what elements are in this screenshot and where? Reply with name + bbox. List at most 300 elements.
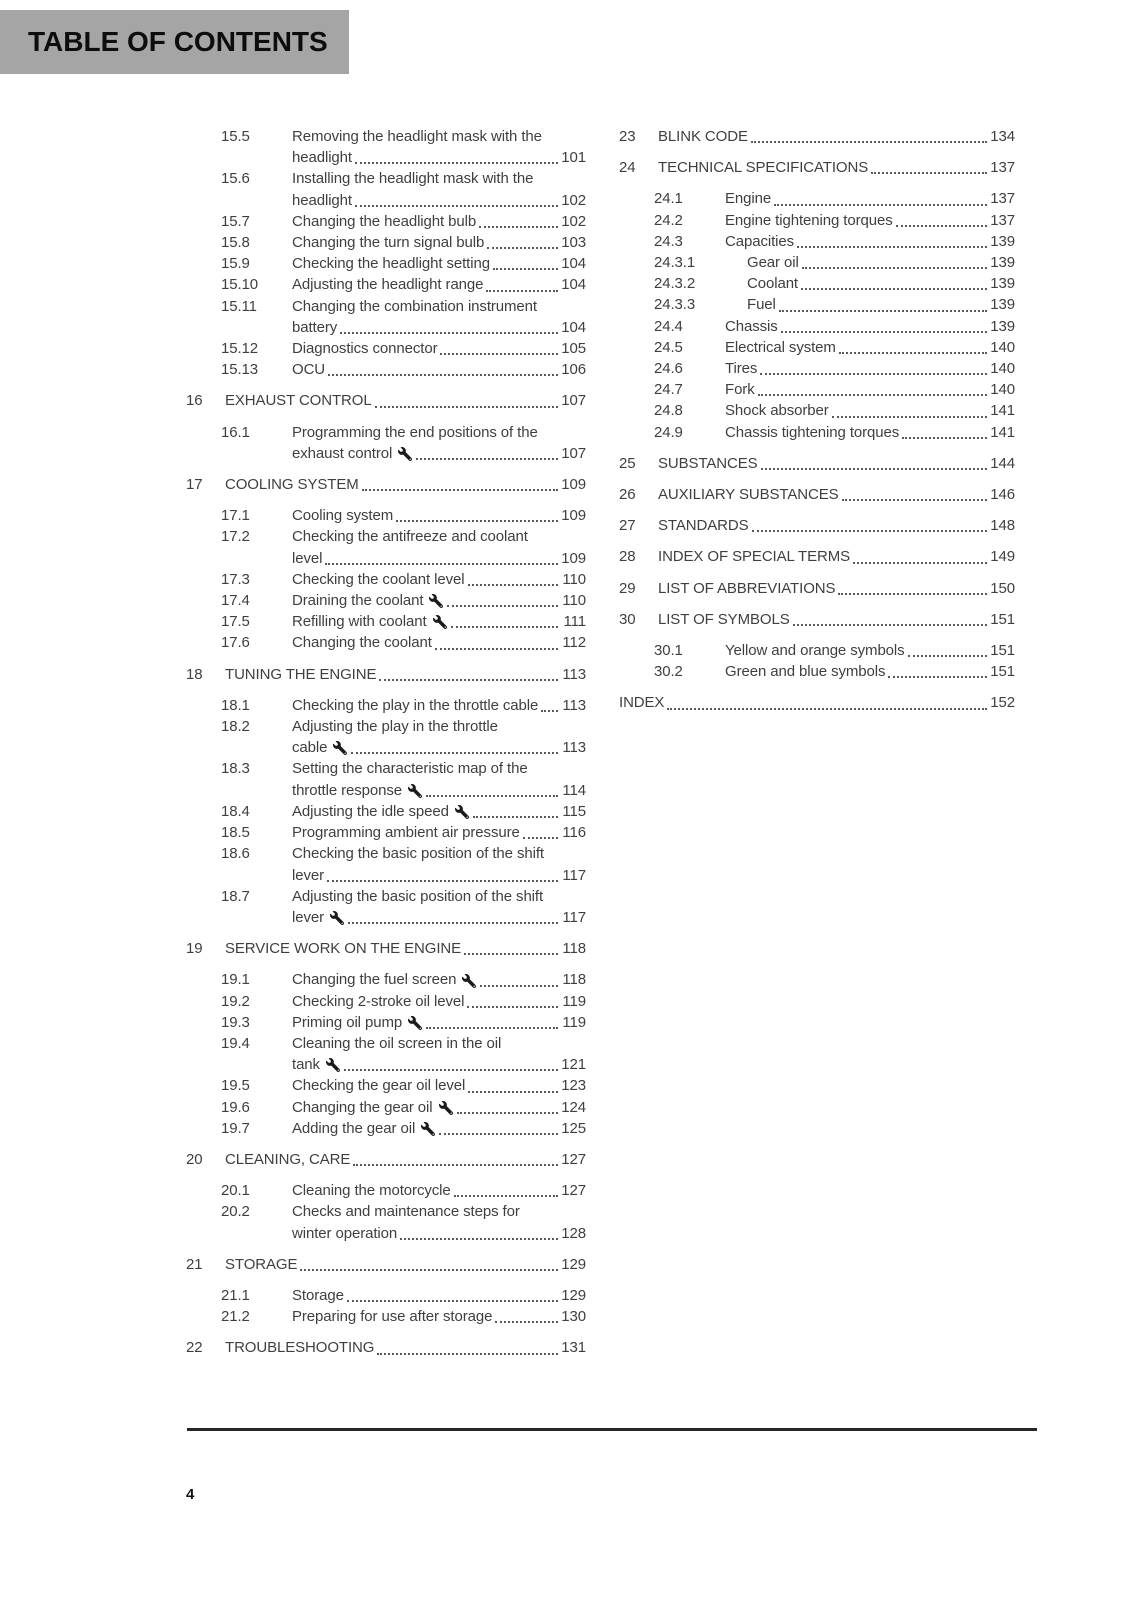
- entry-page: 151: [990, 610, 1015, 628]
- entry-title: Coolant: [747, 275, 799, 293]
- dot-leader: [464, 953, 558, 955]
- entry-title-line: Checking the antifreeze and coolant: [292, 528, 528, 546]
- entry-page: 118: [562, 940, 586, 958]
- dot-leader: [426, 1027, 558, 1029]
- entry-number: 23: [619, 128, 636, 145]
- toc-entry: [186, 1254, 586, 1275]
- entry-page: 129: [561, 1286, 586, 1304]
- dot-leader: [802, 267, 987, 269]
- dot-leader: [327, 880, 558, 882]
- entry-title: Changing the coolant: [292, 634, 432, 652]
- entry-number: 22: [186, 1339, 203, 1357]
- dot-leader: [468, 584, 558, 586]
- entry-title: Capacities: [725, 232, 795, 250]
- entry-page: 140: [990, 338, 1015, 356]
- toc-entry: [186, 664, 586, 685]
- entry-title: Chassis: [725, 317, 778, 335]
- entry-title: Changing the fuel screen: [292, 971, 457, 989]
- entry-number: 24.3.3: [654, 296, 696, 314]
- entry-page: 141: [990, 402, 1015, 420]
- entry-page: 115: [562, 802, 586, 820]
- toc-entry: [619, 316, 1015, 337]
- toc-entry: [186, 1306, 586, 1327]
- entry-page: 139: [990, 317, 1015, 335]
- entry-number: 17.2: [221, 528, 250, 546]
- dot-leader: [523, 837, 558, 839]
- toc-entry: [186, 938, 586, 959]
- entry-number: 26: [619, 486, 636, 504]
- entry-number: 15.10: [221, 276, 259, 294]
- dot-leader: [752, 530, 988, 532]
- entry-page: 102: [561, 212, 586, 230]
- toc-entry: [186, 632, 586, 653]
- dot-leader: [451, 626, 558, 628]
- entry-title: lever: [292, 908, 325, 926]
- entry-title-line: Adjusting the basic position of the shift: [292, 887, 544, 905]
- toc-entry: [186, 474, 586, 495]
- entry-page: 151: [990, 642, 1015, 660]
- wrench-icon: [438, 1101, 454, 1115]
- entry-number: 30.1: [654, 642, 683, 660]
- entry-page: 140: [990, 360, 1015, 378]
- entry-title: Checking the gear oil level: [292, 1077, 466, 1095]
- dot-leader: [871, 172, 987, 174]
- dot-leader: [375, 406, 558, 408]
- entry-page: 139: [990, 296, 1015, 314]
- entry-page: 144: [990, 454, 1015, 472]
- entry-title: Changing the headlight bulb: [292, 212, 477, 230]
- dot-leader: [351, 752, 558, 754]
- entry-number: 16.1: [221, 423, 250, 441]
- dot-leader: [479, 226, 558, 228]
- entry-title: battery: [292, 318, 338, 336]
- entry-number: 15.11: [221, 297, 257, 315]
- entry-number: 18.6: [221, 845, 250, 863]
- entry-number: 15.5: [221, 128, 250, 145]
- toc-entry: [186, 969, 586, 990]
- entry-title: Preparing for use after storage: [292, 1308, 493, 1326]
- entry-page: 103: [561, 234, 586, 252]
- dot-leader: [362, 489, 558, 491]
- entry-title: Changing the gear oil: [292, 1098, 433, 1116]
- entry-number: 18.4: [221, 802, 250, 820]
- entry-page: 141: [990, 423, 1015, 441]
- entry-page: 148: [990, 517, 1015, 535]
- toc-column-left: [186, 126, 586, 1369]
- toc-entry: [186, 1285, 586, 1306]
- entry-title-line: Setting the characteristic map of the: [292, 760, 528, 778]
- entry-number: 24.3.2: [654, 275, 696, 293]
- toc-entry: [186, 253, 586, 274]
- entry-title: AUXILIARY SUBSTANCES: [658, 486, 839, 504]
- dot-leader: [839, 352, 987, 354]
- entry-title: SUBSTANCES: [658, 454, 758, 472]
- entry-page: 121: [561, 1056, 586, 1074]
- entry-page: 131: [561, 1339, 586, 1357]
- toc-entry: [186, 359, 586, 380]
- entry-title: STANDARDS: [658, 517, 749, 535]
- entry-title-line: Adjusting the play in the throttle: [292, 718, 498, 736]
- dot-leader: [493, 268, 558, 270]
- toc-entry: [619, 126, 1015, 147]
- entry-page: 128: [561, 1224, 586, 1242]
- toc-entry: [619, 252, 1015, 273]
- entry-number: 24.3.1: [654, 254, 696, 272]
- entry-number: 19.1: [221, 971, 250, 989]
- entry-page: 109: [561, 507, 586, 525]
- toc-entry: [619, 609, 1015, 630]
- entry-title: TUNING THE ENGINE: [225, 665, 377, 683]
- table-of-contents: [186, 126, 1015, 1369]
- wrench-icon: [332, 741, 348, 755]
- entry-title: Cleaning the motorcycle: [292, 1182, 451, 1200]
- dot-leader: [328, 374, 558, 376]
- entry-page: 139: [990, 232, 1015, 250]
- toc-entry: [186, 569, 586, 590]
- dot-leader: [896, 225, 987, 227]
- entry-title: Fuel: [747, 296, 776, 314]
- footer-divider: [187, 1428, 1037, 1431]
- toc-entry: [619, 210, 1015, 231]
- entry-number: 30.2: [654, 663, 683, 681]
- entry-title: Engine: [725, 190, 772, 208]
- entry-title: headlight: [292, 191, 352, 209]
- wrench-icon: [325, 1058, 341, 1072]
- entry-page: 104: [561, 318, 586, 336]
- entry-page: 152: [990, 694, 1015, 712]
- toc-entry: [186, 843, 586, 885]
- entry-number: 24.7: [654, 381, 683, 399]
- entry-title: level: [292, 549, 323, 567]
- entry-page: 109: [561, 549, 586, 567]
- entry-number: 19: [186, 940, 203, 958]
- dot-leader: [400, 1238, 558, 1240]
- entry-page: 123: [561, 1077, 586, 1095]
- toc-entry: [186, 232, 586, 253]
- entry-title: cable: [292, 739, 328, 757]
- dot-leader: [347, 1300, 558, 1302]
- dot-leader: [842, 499, 987, 501]
- toc-entry: [619, 546, 1015, 567]
- entry-number: 18: [186, 665, 203, 683]
- dot-leader: [486, 290, 558, 292]
- entry-title: Priming oil pump: [292, 1013, 403, 1031]
- entry-number: 30: [619, 610, 636, 628]
- entry-page: 127: [561, 1150, 586, 1168]
- entry-number: 15.7: [221, 212, 250, 230]
- toc-entry: [619, 157, 1015, 178]
- dot-leader: [447, 605, 558, 607]
- entry-page: 106: [561, 361, 586, 379]
- dot-leader: [416, 458, 558, 460]
- entry-title-line: Cleaning the oil screen in the oil: [292, 1034, 502, 1052]
- entry-title: winter operation: [292, 1224, 398, 1242]
- dot-leader: [888, 676, 987, 678]
- dot-leader: [468, 1091, 558, 1093]
- entry-page: 118: [562, 971, 586, 989]
- dot-leader: [300, 1269, 558, 1271]
- toc-entry: [186, 1337, 586, 1358]
- entry-title: INDEX OF SPECIAL TERMS: [658, 548, 851, 566]
- toc-entry: [186, 526, 586, 568]
- entry-title: headlight: [292, 149, 352, 167]
- entry-number: 20: [186, 1150, 203, 1168]
- entry-number: 17.1: [221, 507, 250, 525]
- toc-entry: [619, 661, 1015, 682]
- toc-entry: [619, 379, 1015, 400]
- toc-entry: [619, 453, 1015, 474]
- toc-entry: [619, 422, 1015, 443]
- entry-number: 17.6: [221, 634, 250, 652]
- entry-number: 18.1: [221, 696, 250, 714]
- entry-number: 21: [186, 1255, 203, 1273]
- toc-entry: [186, 991, 586, 1012]
- entry-page: 127: [561, 1182, 586, 1200]
- entry-number: 24.1: [654, 190, 683, 208]
- entry-page: 110: [562, 570, 586, 588]
- entry-title-line: Checks and maintenance steps for: [292, 1203, 520, 1221]
- entry-title: Yellow and orange symbols: [725, 642, 905, 660]
- entry-title: Adding the gear oil: [292, 1119, 416, 1137]
- dot-leader: [832, 416, 987, 418]
- entry-page: 125: [561, 1119, 586, 1137]
- entry-title: TROUBLESHOOTING: [225, 1339, 375, 1357]
- entry-title: throttle response: [292, 781, 403, 799]
- dot-leader: [355, 205, 558, 207]
- dot-leader: [439, 1133, 558, 1135]
- dot-leader: [797, 246, 987, 248]
- wrench-icon: [428, 594, 444, 608]
- toc-entry: [619, 273, 1015, 294]
- dot-leader: [801, 288, 987, 290]
- dot-leader: [751, 141, 987, 143]
- toc-entry: [186, 1033, 586, 1075]
- page-number: 4: [186, 1486, 195, 1503]
- toc-entry: [186, 338, 586, 359]
- entry-title: Green and blue symbols: [725, 663, 886, 681]
- entry-title: SERVICE WORK ON THE ENGINE: [225, 940, 462, 958]
- dot-leader: [355, 162, 558, 164]
- toc-entry: [186, 422, 586, 464]
- toc-entry: [186, 758, 586, 800]
- entry-number: 19.6: [221, 1098, 250, 1116]
- toc-entry: [186, 126, 586, 168]
- toc-entry: [186, 505, 586, 526]
- entry-number: 27: [619, 517, 636, 535]
- entry-number: 25: [619, 454, 636, 472]
- entry-title: LIST OF ABBREVIATIONS: [658, 579, 836, 597]
- entry-page: 137: [990, 211, 1015, 229]
- entry-number: 24.3: [654, 232, 683, 250]
- wrench-icon: [420, 1122, 436, 1136]
- toc-entry: [186, 716, 586, 758]
- dot-leader: [344, 1069, 558, 1071]
- entry-number: 24.5: [654, 338, 683, 356]
- toc-entry: [619, 294, 1015, 315]
- entry-page: 134: [990, 128, 1015, 145]
- entry-number: 24: [619, 159, 636, 177]
- entry-title-line: Installing the headlight mask with the: [292, 170, 534, 188]
- entry-page: 112: [562, 634, 586, 652]
- entry-title: Checking the coolant level: [292, 570, 465, 588]
- entry-title: LIST OF SYMBOLS: [658, 610, 790, 628]
- entry-number: 16: [186, 392, 203, 410]
- dot-leader: [667, 708, 987, 710]
- entry-page: 109: [561, 476, 586, 494]
- entry-number: 19.5: [221, 1077, 250, 1095]
- toc-entry: [186, 1149, 586, 1170]
- dot-leader: [396, 520, 558, 522]
- entry-number: 24.6: [654, 360, 683, 378]
- toc-entry: [619, 358, 1015, 379]
- entry-number: 18.2: [221, 718, 250, 736]
- toc-entry: [619, 231, 1015, 252]
- toc-entry: [186, 168, 586, 210]
- entry-title: Adjusting the headlight range: [292, 276, 484, 294]
- toc-entry: [186, 822, 586, 843]
- entry-number: 18.3: [221, 760, 250, 778]
- entry-title-line: Programming the end positions of the: [292, 423, 538, 441]
- entry-title-line: Removing the headlight mask with the: [292, 128, 542, 145]
- entry-title: Shock absorber: [725, 402, 829, 420]
- toc-entry: [186, 1180, 586, 1201]
- entry-page: 151: [990, 663, 1015, 681]
- entry-page: 111: [563, 613, 586, 631]
- entry-page: 117: [562, 908, 586, 926]
- entry-title: Fork: [725, 381, 755, 399]
- dot-leader: [426, 795, 558, 797]
- entry-number: 20.1: [221, 1182, 250, 1200]
- entry-page: 139: [990, 254, 1015, 272]
- dot-leader: [348, 922, 558, 924]
- toc-entry: [186, 611, 586, 632]
- dot-leader: [853, 562, 987, 564]
- entry-title: Checking the headlight setting: [292, 255, 490, 273]
- wrench-icon: [397, 447, 413, 461]
- entry-number: 17: [186, 476, 203, 494]
- dot-leader: [793, 624, 987, 626]
- entry-title-line: Checking the basic position of the shift: [292, 845, 544, 863]
- entry-page: 116: [562, 824, 586, 842]
- dot-leader: [487, 247, 558, 249]
- entry-title: Storage: [292, 1286, 344, 1304]
- entry-title-line: Changing the combination instrument: [292, 297, 537, 315]
- entry-page: 150: [990, 579, 1015, 597]
- dot-leader: [353, 1164, 558, 1166]
- entry-title: Gear oil: [747, 254, 799, 272]
- entry-title: Refilling with coolant: [292, 613, 427, 631]
- toc-entry: [186, 211, 586, 232]
- dot-leader: [758, 394, 987, 396]
- dot-leader: [473, 816, 558, 818]
- dot-leader: [781, 331, 987, 333]
- entry-page: 117: [562, 866, 586, 884]
- dot-leader: [379, 679, 558, 681]
- entry-page: 139: [990, 275, 1015, 293]
- entry-title: Changing the turn signal bulb: [292, 234, 485, 252]
- entry-number: 18.5: [221, 824, 250, 842]
- entry-page: 119: [562, 1013, 586, 1031]
- entry-title: Programming ambient air pressure: [292, 824, 520, 842]
- entry-page: 124: [561, 1098, 586, 1116]
- entry-page: 113: [562, 739, 586, 757]
- entry-number: 15.9: [221, 255, 250, 273]
- dot-leader: [440, 353, 558, 355]
- entry-title: tank: [292, 1056, 320, 1074]
- toc-entry: [619, 400, 1015, 421]
- toc-entry: [619, 484, 1015, 505]
- toc-entry: [186, 1097, 586, 1118]
- dot-leader: [480, 985, 558, 987]
- entry-number: 29: [619, 579, 636, 597]
- entry-page: 146: [990, 486, 1015, 504]
- toc-entry: [619, 515, 1015, 536]
- wrench-icon: [329, 911, 345, 925]
- entry-number: 21.2: [221, 1308, 250, 1326]
- entry-number: 24.9: [654, 423, 683, 441]
- entry-number: 19.3: [221, 1013, 250, 1031]
- toc-entry: [619, 692, 1015, 713]
- entry-page: 110: [562, 592, 586, 610]
- entry-title: STORAGE: [225, 1255, 298, 1273]
- wrench-icon: [461, 974, 477, 988]
- entry-title: lever: [292, 866, 325, 884]
- entry-number: 19.4: [221, 1034, 250, 1052]
- dot-leader: [908, 655, 987, 657]
- page-header: [0, 10, 349, 74]
- toc-entry: [619, 640, 1015, 661]
- entry-title: EXHAUST CONTROL: [225, 392, 372, 410]
- entry-title: CLEANING, CARE: [225, 1150, 351, 1168]
- page-title: TABLE OF CONTENTS: [28, 26, 328, 57]
- entry-number: 24.8: [654, 402, 683, 420]
- entry-number: 20.2: [221, 1203, 250, 1221]
- entry-title: Draining the coolant: [292, 592, 424, 610]
- dot-leader: [377, 1353, 558, 1355]
- entry-title: Checking the play in the throttle cable: [292, 696, 539, 714]
- dot-leader: [340, 332, 558, 334]
- toc-entry: [186, 886, 586, 928]
- entry-title: TECHNICAL SPECIFICATIONS: [658, 159, 869, 177]
- entry-page: 119: [562, 992, 586, 1010]
- entry-title: BLINK CODE: [658, 128, 748, 145]
- dot-leader: [902, 437, 987, 439]
- wrench-icon: [407, 1016, 423, 1030]
- entry-title: Adjusting the idle speed: [292, 802, 449, 820]
- dot-leader: [761, 468, 987, 470]
- toc-entry: [186, 695, 586, 716]
- toc-entry: [186, 590, 586, 611]
- toc-entry: [186, 296, 586, 338]
- entry-page: 137: [990, 159, 1015, 177]
- entry-number: 17.4: [221, 592, 250, 610]
- entry-title: Tires: [725, 360, 758, 378]
- entry-page: 107: [561, 392, 586, 410]
- entry-number: 24.4: [654, 317, 683, 335]
- toc-entry: [619, 578, 1015, 599]
- entry-number: 19.2: [221, 992, 250, 1010]
- dot-leader: [435, 648, 558, 650]
- entry-page: 104: [561, 276, 586, 294]
- entry-page: 129: [561, 1255, 586, 1273]
- entry-page: 140: [990, 381, 1015, 399]
- entry-number: 15.13: [221, 361, 259, 379]
- entry-number: 21.1: [221, 1286, 250, 1304]
- entry-number: 24.2: [654, 211, 683, 229]
- toc-entry: [186, 274, 586, 295]
- dot-leader: [457, 1112, 558, 1114]
- entry-number: 28: [619, 548, 636, 566]
